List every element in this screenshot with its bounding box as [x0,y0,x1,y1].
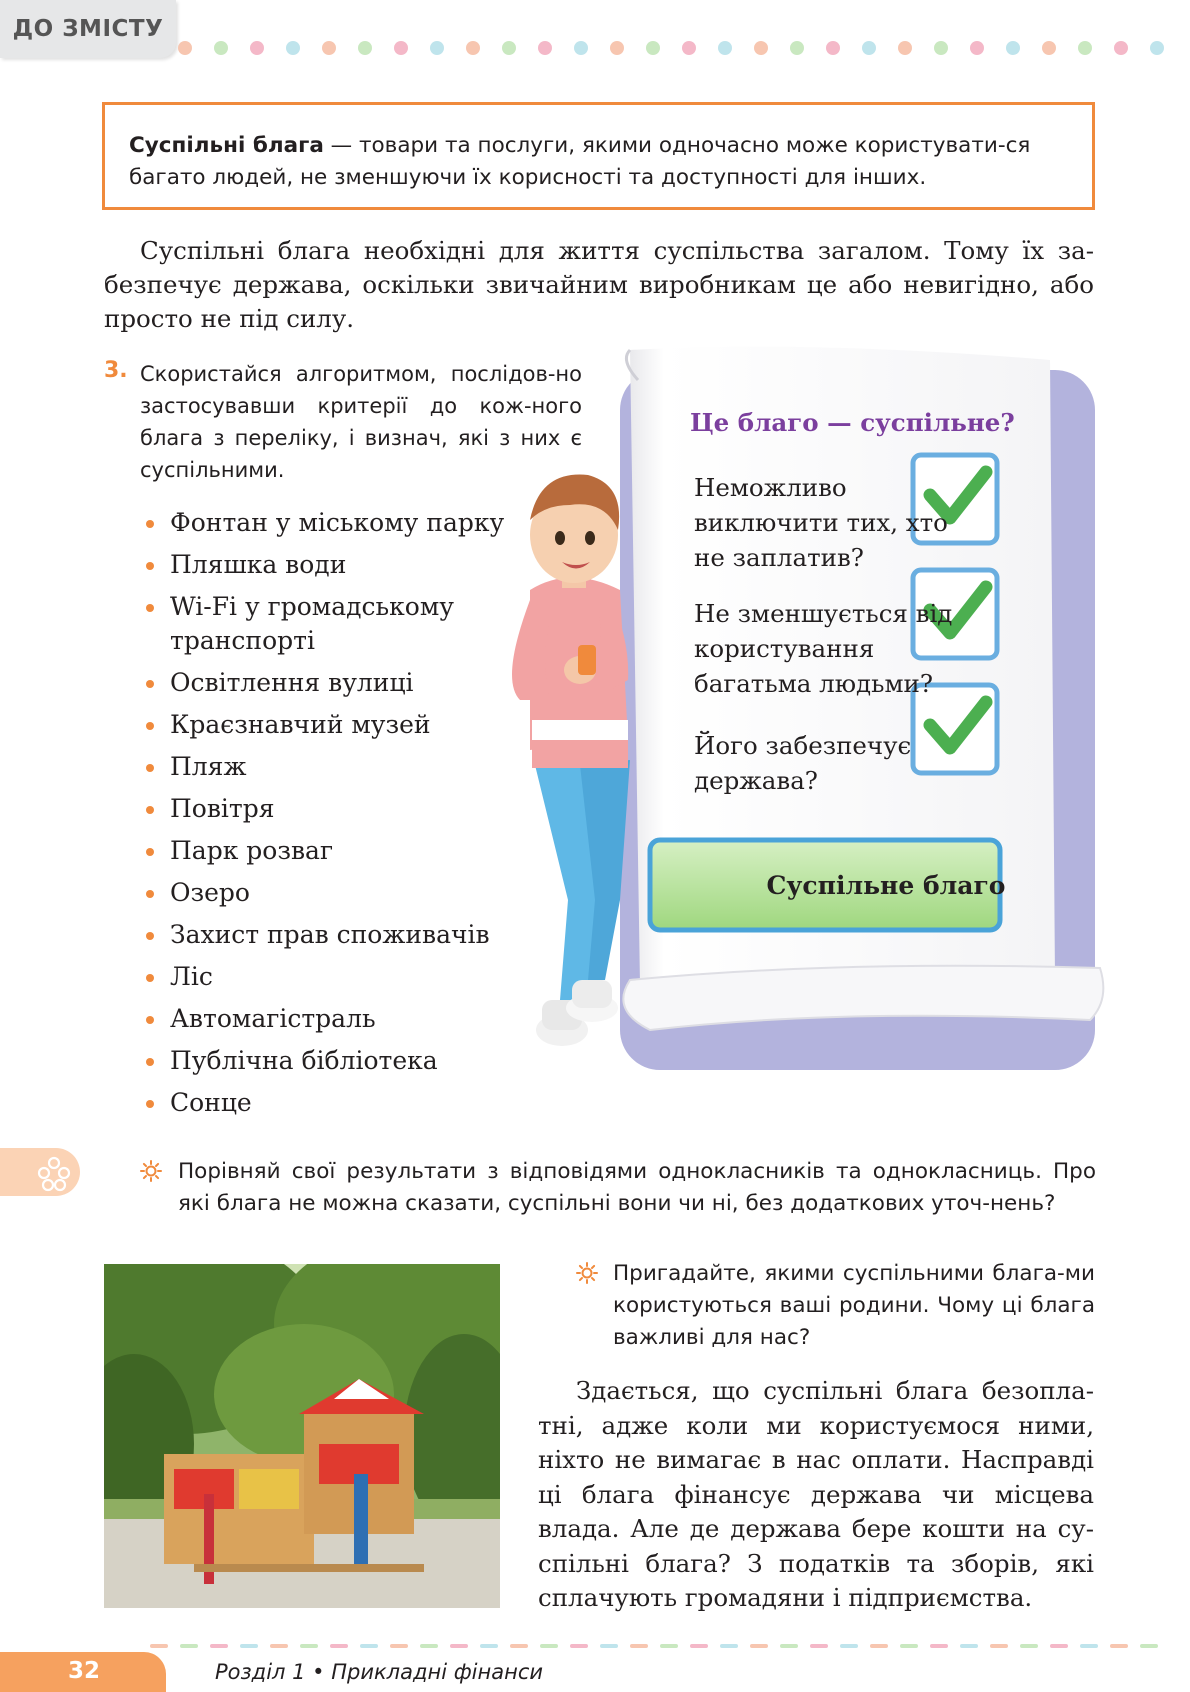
decorative-dash [240,1644,258,1648]
decorative-dash [480,1644,498,1648]
decorative-dot [574,41,588,55]
list-item: Освітлення вулиці [140,666,504,708]
decorative-dot [754,41,768,55]
decorative-dash [1140,1644,1158,1648]
intro-paragraph: Суспільні блага необхідні для життя суспільства загалом. Тому їх за-безпечує держава, оскільки звичайним виробникам це або невигідно, або просто не під силу. [104,236,1094,333]
decorative-dash [870,1644,888,1648]
bullet-icon [146,604,154,612]
decorative-dash [1110,1644,1128,1648]
decorative-dot [502,41,516,55]
decorative-dash [630,1644,648,1648]
decorative-dash [600,1644,618,1648]
bullet-icon [146,562,154,570]
decorative-dash [690,1644,708,1648]
definition-text: — товари та послуги, якими одночасно може користувати-ся багато людей, не зменшуючи їх корисності та доступності для інших. [129,133,1031,190]
decorative-dot [430,41,444,55]
decorative-dash [660,1644,678,1648]
list-item: Фонтан у міському парку [140,506,504,548]
decorative-dash [720,1644,738,1648]
sun-icon [576,1262,598,1284]
criterion-question: Не зменшується від користування багатьма людьми? [694,599,953,698]
definition-box [102,102,1095,210]
bullet-icon [146,1100,154,1108]
decorative-dash [1080,1644,1098,1648]
decorative-dot [826,41,840,55]
decorative-dot [1042,41,1056,55]
list-item: Сонце [140,1086,504,1128]
decorative-dash [180,1644,198,1648]
decorative-dash [360,1644,378,1648]
decorative-dash [990,1644,1008,1648]
final-paragraph: Здається, що суспільні блага безопла-тні, адже коли ми користуємося ними, ніхто не вимагає в нас оплати. Насправді ці блага фінансує держава чи місцева влада. Але де держава бере кошти на су-спільні блага? З податків та зборів, які сплачують громадяни і підприємства. [538,1376,1094,1612]
decorative-dot [1150,41,1164,55]
decorative-dot [466,41,480,55]
decorative-dash [1050,1644,1068,1648]
remember-task-text: Пригадайте, якими суспільними блага-ми користуються ваші родини. Чому ці блага важливі для нас? [613,1261,1095,1350]
decorative-dash [420,1644,438,1648]
decorative-dot [898,41,912,55]
decorative-dash [840,1644,858,1648]
page-number: 32 [68,1658,101,1684]
compare-task-text: Порівняй свої результати з відповідями однокласників та однокласниць. Про які блага не можна сказати, суспільні вони чи ні, без додаткових уточ-нень? [178,1159,1096,1216]
bullet-icon [146,680,154,688]
bullet-icon [146,722,154,730]
decorative-dash [810,1644,828,1648]
decorative-dot [214,41,228,55]
decorative-dot [1114,41,1128,55]
bullet-icon [146,806,154,814]
list-item: Ліс [140,960,504,1002]
decorative-dash [750,1644,768,1648]
bullet-icon [146,932,154,940]
toc-label: ДО ЗМІСТУ [12,16,164,42]
bullet-icon [146,848,154,856]
decorative-dot [790,41,804,55]
list-item: Пляж [140,750,504,792]
decorative-dot [718,41,732,55]
decorative-dashes-bottom [150,1642,1190,1650]
decorative-dash [450,1644,468,1648]
decorative-dash [930,1644,948,1648]
decorative-dash [300,1644,318,1648]
toc-button[interactable] [0,0,176,58]
bullet-icon [146,890,154,898]
decorative-dot [934,41,948,55]
decorative-dot [682,41,696,55]
decorative-dash [330,1644,348,1648]
decorative-dash [1020,1644,1038,1648]
decorative-dot [538,41,552,55]
list-item: Озеро [140,876,504,918]
list-item: Автомагістраль [140,1002,504,1044]
decorative-dot [394,41,408,55]
decorative-dot [610,41,624,55]
decorative-dash [150,1644,168,1648]
decorative-dash [510,1644,528,1648]
decorative-dash [570,1644,588,1648]
list-item: Публічна бібліотека [140,1044,504,1086]
decorative-dash [540,1644,558,1648]
decorative-dot [1078,41,1092,55]
decorative-dot [358,41,372,55]
decorative-dot [646,41,660,55]
list-item: Краєзнавчий музей [140,708,504,750]
decorative-dot [178,41,192,55]
list-item: Захист прав споживачів [140,918,504,960]
decorative-dot [970,41,984,55]
footer-section-title: Розділ 1 • Прикладні фінанси [215,1660,544,1684]
bullet-icon [146,974,154,982]
bullet-icon [146,764,154,772]
decorative-dot [1006,41,1020,55]
criterion-question: Його забезпечує держава? [694,731,912,795]
bullet-icon [146,1016,154,1024]
list-item: Пляшка води [140,548,504,590]
result-label: Суспільне благо [766,870,1006,900]
list-item: Повітря [140,792,504,834]
task-text: Скористайся алгоритмом, послідов-но застосувавши критерії до кож-ного блага з переліку, і визнач, які з них є суспільними. [140,362,582,482]
goods-list [140,506,504,1128]
decorative-dot [250,41,264,55]
task-number: 3. [104,358,128,383]
decorative-dots-top [178,40,1190,56]
list-item: Wi-Fi у громадському транспорті [140,590,504,666]
decorative-dot [862,41,876,55]
decorative-dot [286,41,300,55]
decorative-dash [780,1644,798,1648]
decorative-dash [210,1644,228,1648]
decorative-dash [960,1644,978,1648]
scroll-title: Це благо — суспільне? [690,408,1015,437]
decorative-dash [390,1644,408,1648]
decorative-dot [322,41,336,55]
character-illustration [512,475,630,1046]
playground-photo [104,1264,500,1608]
bullet-icon [146,520,154,528]
list-item: Парк розваг [140,834,504,876]
decorative-dash [270,1644,288,1648]
sun-icon [140,1160,162,1182]
group-icon [34,1154,74,1194]
criterion-question: Неможливо виключити тих, хто не заплатив? [694,473,948,572]
bullet-icon [146,1058,154,1066]
definition-term: Суспільні блага [129,133,324,158]
decorative-dash [900,1644,918,1648]
